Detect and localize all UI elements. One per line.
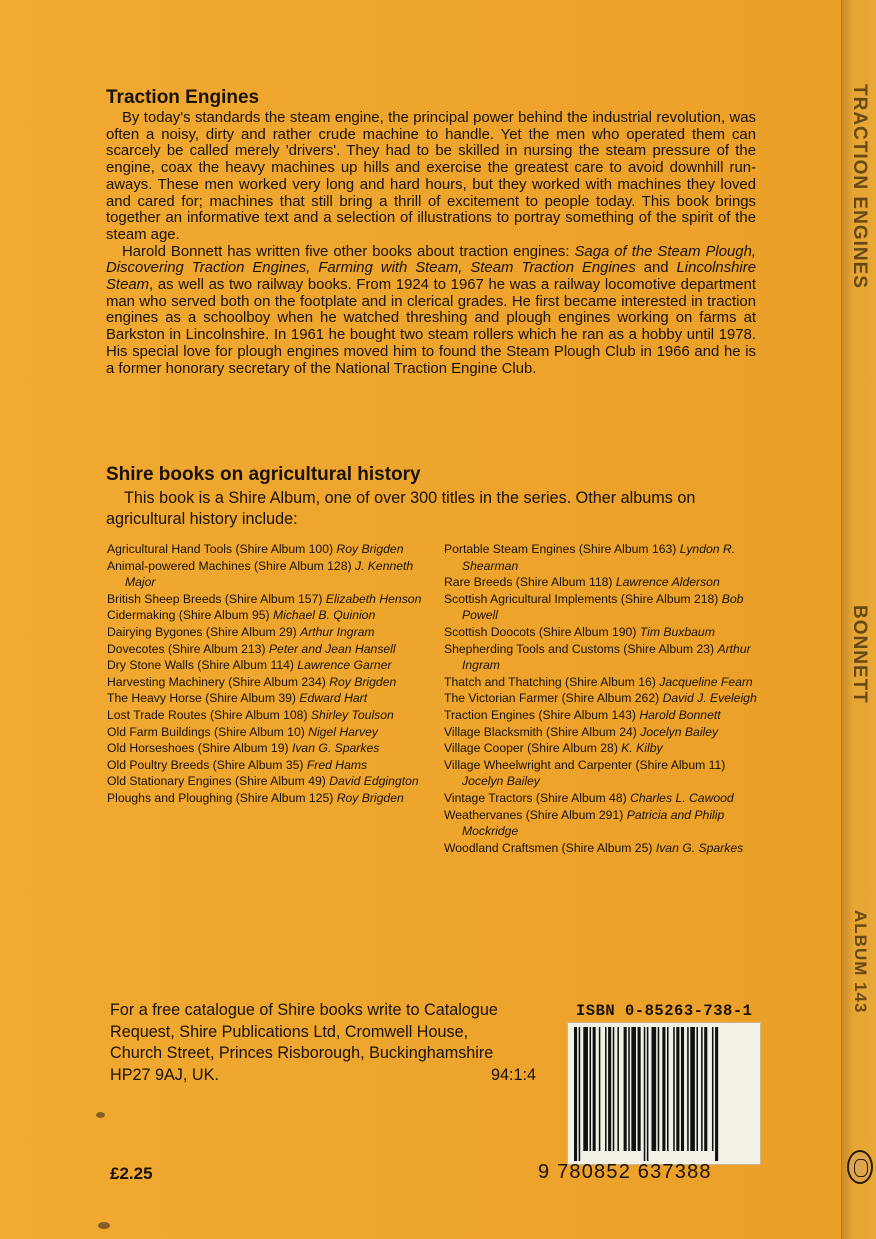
blurb-p2-rest: , as well as two railway books. From 1924 to 1967 he was a railway locomotive department man who served both on the footplate and in clerical grades. He first became interested in traction engines as a schoolboy when he watched threshing and plough engines working on farms at Barkston in Lincolnshire. In 1961 he bought two steam rollers which he ran as a hobby until 1978. His special love for plough engines moved him to found the Steam Plough Club in 1966 and he is a former honorary secretary of the National Traction Engine Club.	[106, 277, 756, 377]
album-entry	[444, 574, 764, 591]
album-author: J. Kenneth Major	[125, 558, 414, 590]
album-title: Shepherding Tools and Customs (Shire Album 23)	[444, 641, 718, 656]
spine-title: TRACTION ENGINES	[849, 84, 870, 289]
album-author: K. Kilby	[621, 741, 663, 756]
album-author: Ivan G. Sparkes	[655, 840, 744, 855]
barcode-bar	[631, 1027, 636, 1151]
album-title: Lost Trade Routes (Shire Album 108)	[107, 707, 311, 722]
album-title: Animal-powered Machines (Shire Album 128)	[107, 558, 355, 573]
album-title: Village Cooper (Shire Album 28)	[444, 741, 622, 756]
album-author: Arthur Ingram	[462, 641, 751, 673]
album-author: Lawrence Alderson	[615, 575, 720, 590]
barcode-bar	[638, 1027, 641, 1151]
album-author: Jacqueline Fearn	[659, 674, 753, 689]
album-title: Dairying Bygones (Shire Album 29)	[107, 624, 301, 639]
print-code: 94:1:4	[490, 1065, 536, 1084]
barcode-bar	[617, 1027, 619, 1151]
blurb-text	[106, 110, 756, 377]
album-entry	[444, 624, 764, 641]
album-title: Scottish Doocots (Shire Album 190)	[444, 624, 640, 639]
album-title: Weathervanes (Shire Album 291)	[444, 807, 627, 822]
album-author: David Edgington	[329, 774, 419, 789]
blurb-paragraph-1: By today's standards the steam engine, the principal power behind the industrial revolution, was often a noisy, dirty and rather crude machine to handle. Yet the men who operated them can scarcely be called merely 'drivers'. They had to be skilled in nursing the steam pressure of the engine, coax the heavy machines up hills and exercise the greatest care to avoid downhill run-aways. These men worked very long and hard hours, but they worked with machines they loved and cared for; machines that still bring a thrill of excitement to people today. This book brings together an informative text and a selection of illustrations to portray something of the spirit of the steam age.	[106, 110, 756, 243]
barcode-bar	[676, 1027, 679, 1151]
blurb-p2-and: and	[635, 260, 677, 277]
album-author: Fred Hams	[306, 757, 368, 772]
blurb-p2-titles: Saga of the Steam Plough, Discovering Traction Engines, Farming with Steam, Steam Traction Engines	[106, 243, 756, 277]
album-entry	[444, 807, 764, 840]
spine-series-number: ALBUM 143	[851, 910, 870, 1014]
album-entry	[444, 641, 764, 674]
album-title: British Sheep Breeds (Shire Album 157)	[107, 591, 326, 606]
barcode-number: 9 780852 637388	[538, 1161, 712, 1183]
barcode-bar	[574, 1027, 577, 1161]
album-entry	[444, 790, 764, 807]
album-title: Village Blacksmith (Shire Album 24)	[444, 724, 641, 739]
album-author: Charles L. Cawood	[630, 790, 734, 805]
blurb-heading: Traction Engines	[106, 87, 260, 108]
album-title: Traction Engines (Shire Album 143)	[444, 707, 640, 722]
barcode-bar	[644, 1027, 646, 1161]
album-title: Dry Stone Walls (Shire Album 114)	[107, 658, 298, 673]
barcode-bar	[579, 1027, 581, 1161]
album-entry	[107, 707, 427, 724]
album-entry	[107, 790, 427, 807]
album-title: The Heavy Horse (Shire Album 39)	[107, 691, 300, 706]
album-title: Scottish Agricultural Implements (Shire Album 218)	[444, 591, 722, 606]
album-title: Village Wheelwright and Carpenter (Shire Album 11)	[444, 757, 726, 772]
book-spine	[841, 0, 876, 1239]
isbn-number: ISBN 0-85263-738-1	[576, 1002, 753, 1020]
album-title: Dovecotes (Shire Album 213)	[107, 641, 269, 656]
album-title: Vintage Tractors (Shire Album 48)	[444, 790, 631, 805]
album-author: Roy Brigden	[336, 790, 404, 805]
barcode-bars	[568, 1023, 760, 1164]
shire-intro: This book is a Shire Album, one of over 300 titles in the series. Other albums on agricultural history include:	[106, 489, 696, 528]
catalogue-address	[110, 1000, 536, 1086]
album-author: Jocelyn Bailey	[640, 724, 719, 739]
album-author: Patricia and Philip Mockridge	[462, 807, 725, 839]
catalogue-line-2: Request, Shire Publications Ltd, Cromwell House,	[110, 1022, 469, 1041]
album-title: Woodland Craftsmen (Shire Album 25)	[444, 840, 656, 855]
album-title: Ploughs and Ploughing (Shire Album 125)	[107, 790, 337, 805]
album-list-left	[107, 541, 427, 807]
smudge-mark	[96, 1112, 105, 1118]
album-title: Old Horseshoes (Shire Album 19)	[107, 741, 292, 756]
album-entry	[107, 674, 427, 691]
barcode-bar	[593, 1027, 596, 1151]
barcode-bar	[628, 1027, 630, 1151]
album-title: Old Stationary Engines (Shire Album 49)	[107, 774, 330, 789]
album-author: Roy Brigden	[336, 542, 404, 556]
album-entry	[107, 591, 427, 608]
album-title: Cidermaking (Shire Album 95)	[107, 608, 273, 623]
album-entry	[107, 558, 427, 591]
barcode-bar	[608, 1027, 611, 1151]
barcode-bar	[667, 1027, 669, 1151]
album-entry	[107, 624, 427, 641]
album-entry	[444, 724, 764, 741]
barcode-bar	[701, 1027, 703, 1151]
barcode-bar	[590, 1027, 592, 1151]
album-title: Old Poultry Breeds (Shire Album 35)	[107, 757, 307, 772]
album-title: The Victorian Farmer (Shire Album 262)	[444, 691, 663, 706]
barcode-bar	[658, 1027, 660, 1151]
album-author: Elizabeth Henson	[325, 591, 422, 606]
album-author: Lyndon R. Shearman	[462, 542, 736, 573]
album-author: Peter and Jean Hansell	[268, 641, 396, 656]
barcode-bar	[605, 1027, 607, 1151]
barcode-bar	[662, 1027, 665, 1151]
album-author: Shirley Toulson	[310, 707, 394, 722]
barcode	[567, 1022, 761, 1165]
barcode-bar	[647, 1027, 649, 1161]
barcode-bar	[704, 1027, 707, 1151]
album-entry	[107, 657, 427, 674]
barcode-bar	[583, 1027, 588, 1151]
barcode-bar	[690, 1027, 695, 1151]
album-entry	[107, 541, 427, 558]
smudge-mark	[98, 1222, 110, 1229]
barcode-bar	[715, 1027, 718, 1161]
album-title: Portable Steam Engines (Shire Album 163)	[444, 542, 680, 556]
barcode-bar	[673, 1027, 675, 1151]
album-author: Tim Buxbaum	[639, 624, 715, 639]
barcode-bar	[696, 1027, 698, 1151]
album-author: Lawrence Garner	[297, 658, 392, 673]
catalogue-line-3: Church Street, Princes Risborough, Buckinghamshire	[110, 1044, 494, 1062]
album-entry	[444, 740, 764, 757]
catalogue-line-4: HP27 9AJ, UK.	[110, 1065, 219, 1084]
album-title: Old Farm Buildings (Shire Album 10)	[107, 724, 309, 739]
barcode-bar	[712, 1027, 714, 1151]
price: £2.25	[110, 1164, 153, 1183]
album-author: David J. Eveleigh	[662, 691, 757, 706]
album-author: Jocelyn Bailey	[462, 774, 540, 789]
album-entry	[107, 690, 427, 707]
album-entry	[107, 773, 427, 790]
barcode-bar	[599, 1027, 601, 1151]
blurb-paragraph-2	[106, 244, 756, 378]
album-title: Thatch and Thatching (Shire Album 16)	[444, 674, 660, 689]
publisher-logo-icon	[847, 1150, 873, 1184]
barcode-bar	[624, 1027, 627, 1151]
album-entry	[444, 690, 764, 707]
blurb-p2-title-last: Lincolnshire Steam	[106, 260, 756, 294]
album-title: Rare Breeds (Shire Album 118)	[444, 575, 616, 590]
album-author: Ivan G. Sparkes	[291, 741, 380, 756]
album-entry	[444, 674, 764, 691]
album-entry	[107, 740, 427, 757]
album-author: Michael B. Quinion	[272, 608, 376, 623]
album-entry	[107, 757, 427, 774]
shire-heading: Shire books on agricultural history	[106, 464, 421, 485]
blurb-p2-start: Harold Bonnett has written five other books about traction engines:	[122, 243, 575, 260]
album-entry	[444, 707, 764, 724]
album-entry	[444, 591, 764, 624]
album-author: Edward Hart	[299, 691, 368, 706]
catalogue-line-1: For a free catalogue of Shire books write to Catalogue	[110, 1001, 498, 1019]
barcode-bar	[687, 1027, 689, 1151]
barcode-bar	[681, 1027, 684, 1151]
album-author: Nigel Harvey	[308, 724, 378, 739]
album-author: Arthur Ingram	[300, 624, 375, 639]
album-entry	[444, 840, 764, 857]
album-entry	[107, 641, 427, 658]
album-entry	[107, 607, 427, 624]
barcode-bar	[613, 1027, 615, 1151]
album-author: Bob Powell	[462, 591, 744, 623]
album-author: Roy Brigden	[329, 674, 397, 689]
barcode-bar	[652, 1027, 657, 1151]
album-entry	[444, 757, 764, 790]
album-entry	[444, 541, 764, 574]
album-title: Harvesting Machinery (Shire Album 234)	[107, 674, 330, 689]
album-title: Agricultural Hand Tools (Shire Album 100)	[107, 542, 337, 556]
album-list-right	[444, 541, 764, 856]
album-entry	[107, 724, 427, 741]
spine-author: BONNETT	[849, 605, 870, 704]
album-author: Harold Bonnett	[639, 707, 721, 722]
